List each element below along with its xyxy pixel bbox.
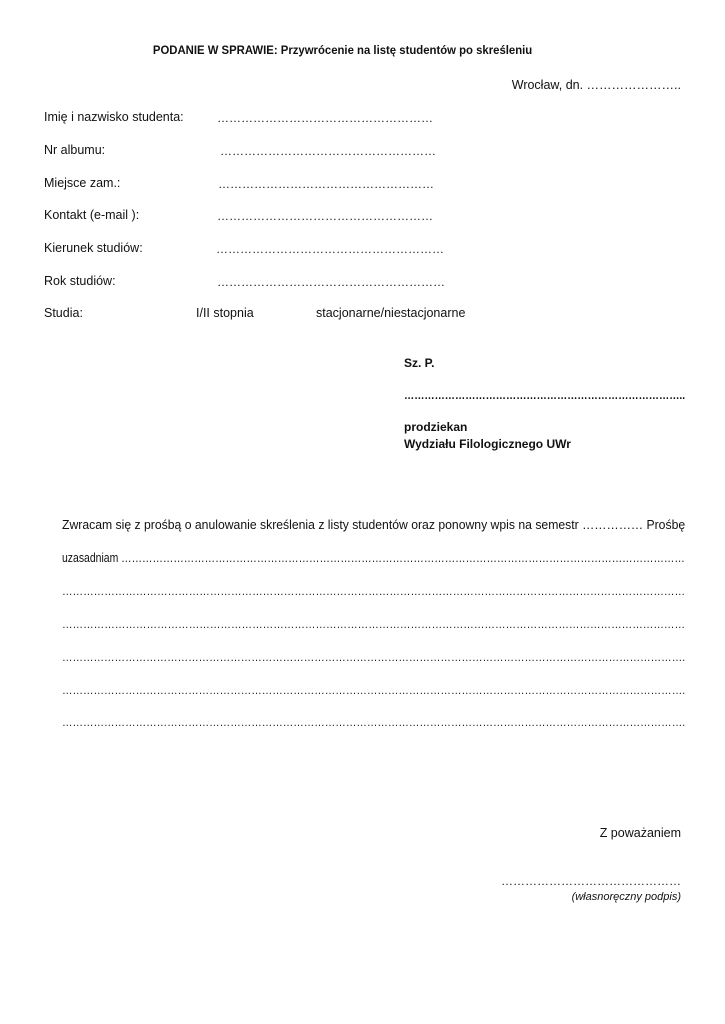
request-line-1: Zwracam się z prośbą o anulowanie skreślenia z listy studentów oraz ponowny wpis na semestr …………… Prośbę [62,518,686,532]
field-label-address: Miejsce zam.: [44,176,121,190]
justification-line[interactable]: ……………………………………………………………………………………………………………………………………………………………. [62,715,686,729]
field-dots-year[interactable]: ………………………………………………… [217,275,445,289]
field-dots-field-of-study[interactable]: ………………………………………………… [216,242,444,256]
justification-line[interactable]: …………………………………………………………………………………………………………………………………………………………… [62,584,686,598]
studia-label: Studia: [44,306,83,320]
city-date: Wrocław, dn. ………………….. [511,78,681,92]
closing-regards: Z poważaniem [599,826,681,840]
signature-note: (własnoręczny podpis) [571,891,681,903]
field-dots-album[interactable]: ……………………………………………… [220,144,436,158]
field-label-field-of-study: Kierunek studiów: [44,241,143,255]
justification-line[interactable]: ……………………………………………………………………………………………………………………………………………………………. [62,650,686,664]
addressee-salutation: Sz. P. [404,356,435,370]
field-label-album: Nr albumu: [44,143,106,157]
request-line-2[interactable]: uzasadniam ……………………………………………………………………………………………………………………………………………… [62,551,685,565]
addressee-name-dots[interactable]: ……………………………………………………………………….. [404,388,686,402]
field-label-name: Imię i nazwisko studenta: [44,110,184,124]
field-label-contact: Kontakt (e-mail ): [44,208,140,222]
field-dots-name[interactable]: ……………………………………………… [217,111,433,125]
signature-dots[interactable]: ……………………………………… [501,874,681,888]
justification-line[interactable]: ……………………………………………………………………………………………………………………………………………………………. [62,683,686,697]
page-title: PODANIE W SPRAWIE: Przywrócenie na listę studentów po skreśleniu [152,43,533,57]
studia-degree[interactable]: I/II stopnia [196,306,254,320]
justification-line[interactable]: …………………………………………………………………………………………………………………………………………………………… [62,617,686,631]
addressee-faculty: Wydziału Filologicznego UWr [404,437,571,451]
addressee-role: prodziekan [404,420,468,434]
field-label-year: Rok studiów: [44,274,116,288]
field-dots-address[interactable]: ……………………………………………… [218,177,434,191]
field-dots-contact[interactable]: ……………………………………………… [217,209,433,223]
studia-mode[interactable]: stacjonarne/niestacjonarne [316,306,466,320]
